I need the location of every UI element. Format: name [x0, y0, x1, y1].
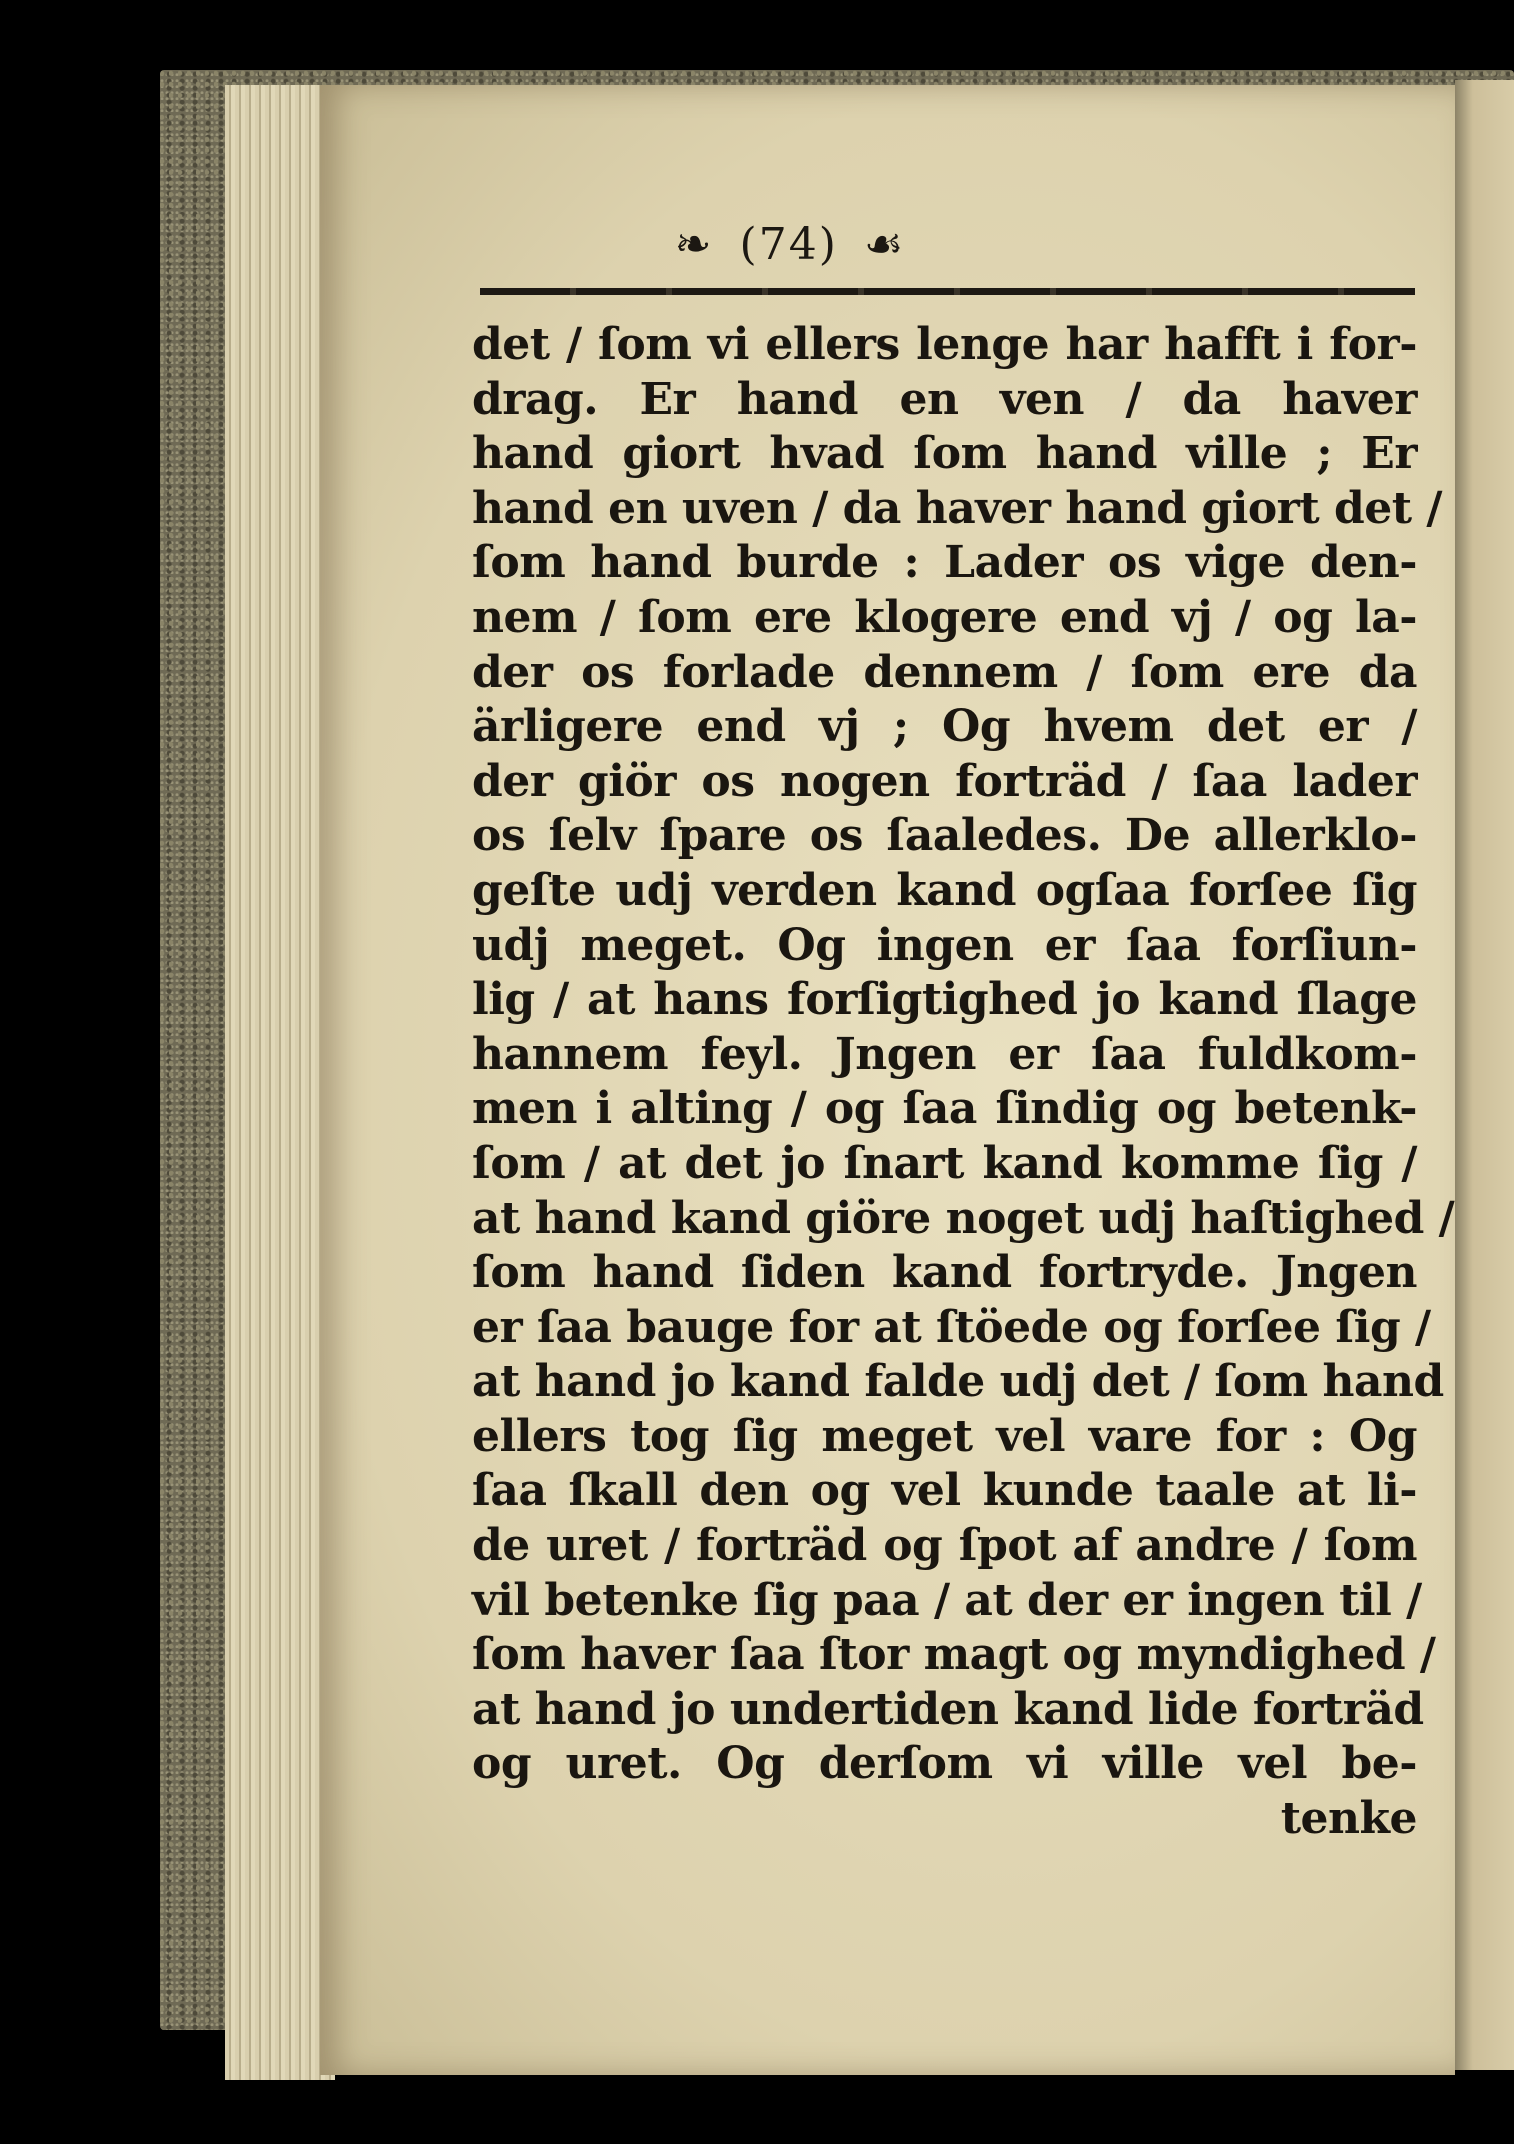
body-text — [472, 318, 1455, 1847]
text-line: ſom hand ſiden kand fortryde. Jngen — [472, 1247, 1417, 1299]
text-line: hand en uven / da haver hand giort det / — [472, 482, 1442, 534]
text-line: geſte udj verden kand ogſaa forſee ſig — [472, 864, 1417, 916]
text-line: de uret / forträd og ſpot af andre / ſom — [472, 1520, 1417, 1572]
text-line: os ſelv ſpare os ſaaledes. De allerklo- — [472, 810, 1417, 862]
text-line: udj meget. Og ingen er ſaa forſiun- — [472, 919, 1417, 971]
text-line: og uret. Og derſom vi ville vel be- — [472, 1738, 1417, 1790]
page-header — [470, 215, 1110, 275]
text-line: er ſaa bauge for at ſtöede og forſee ſig / — [472, 1301, 1431, 1353]
ornament-left-icon: ❧ — [674, 219, 714, 270]
header-rule — [480, 288, 1415, 295]
text-line: ſom / at det jo ſnart kand komme ſig / — [472, 1137, 1417, 1189]
text-line: ſom haver ſaa ſtor magt og myndighed / — [472, 1629, 1436, 1681]
text-line: at hand jo kand falde udj det / ſom hand — [472, 1356, 1444, 1408]
text-line: hand giort hvad ſom hand ville ; Er — [472, 428, 1417, 480]
text-line: at hand jo undertiden kand lide forträd — [472, 1683, 1424, 1735]
text-line: ſaa ſkall den og vel kunde taale at li- — [472, 1465, 1417, 1517]
page-edges — [225, 85, 335, 2080]
text-line: ſom hand burde : Lader os vige den- — [472, 537, 1417, 589]
catchword: tenke — [1280, 1793, 1417, 1845]
text-line: der giör os nogen forträd / ſaa lader — [472, 755, 1417, 807]
text-line: lig / at hans forſigtighed jo kand ſlage — [472, 974, 1417, 1026]
text-line: men i alting / og ſaa ſindig og betenk- — [472, 1083, 1417, 1135]
text-line: nem / ſom ere klogere end vj / og la- — [472, 591, 1417, 643]
ornament-right-icon: ☙ — [863, 219, 906, 270]
text-line: ellers tog ſig meget vel vare for : Og — [472, 1410, 1417, 1462]
text-line: at hand kand giöre noget udj haſtighed / — [472, 1192, 1455, 1244]
text-line: drag. Er hand en ven / da haver — [472, 373, 1417, 425]
text-line: hannem feyl. Jngen er ſaa fuldkom- — [472, 1028, 1417, 1080]
text-line: der os forlade dennem / ſom ere da — [472, 646, 1417, 698]
text-line: det / ſom vi ellers lenge har hafft i for- — [472, 319, 1417, 370]
facing-page-edge — [1455, 80, 1514, 2070]
page-number: (74) — [739, 219, 838, 270]
text-line: vil betenke ſig paa / at der er ingen til / — [472, 1574, 1422, 1626]
text-line: ärligere end vj ; Og hvem det er / — [472, 701, 1417, 753]
